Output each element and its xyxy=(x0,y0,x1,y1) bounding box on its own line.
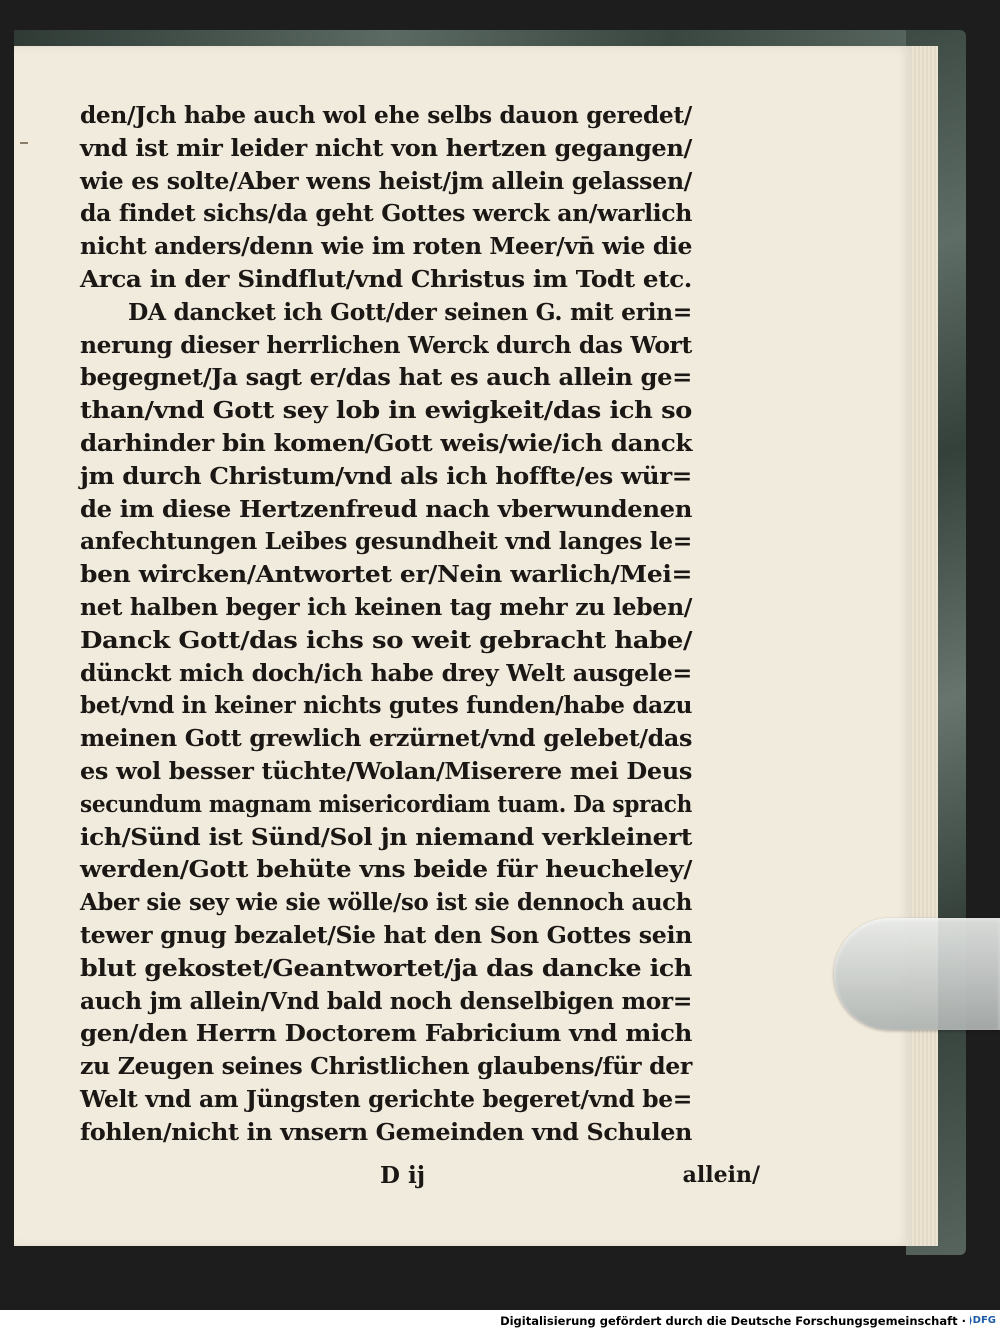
text-line: Danck Gott/das ichs so weit gebracht habe/ xyxy=(80,626,693,654)
text-line: Arca in der Sindflut/vnd Christus im Todt etc. xyxy=(80,265,693,293)
text-line: jm durch Christum/vnd als ich hoffte/es wür= xyxy=(80,462,693,490)
text-block xyxy=(80,100,760,1189)
text-line: auch jm allein/Vnd bald noch denselbigen mor= xyxy=(80,987,692,1015)
text-line: begegnet/Ja sagt er/das hat es auch allein ge= xyxy=(80,364,693,392)
dfg-mark-icon xyxy=(970,1315,972,1326)
text-line: nerung dieser herrlichen Werck durch das Wort xyxy=(80,331,692,359)
signature-row xyxy=(80,1162,760,1196)
text-line: dünckt mich doch/ich habe drey Welt ausgele= xyxy=(80,659,693,687)
text-line: da findet sichs/da geht Gottes werck an/warlich xyxy=(80,200,693,228)
text-line: Welt vnd am Jüngsten gerichte begeret/vnd be= xyxy=(80,1085,693,1113)
text-line: anfechtungen Leibes gesundheit vnd langes le= xyxy=(80,528,693,556)
dfg-logo-icon xyxy=(970,1313,996,1328)
text-line: den/Jch habe auch wol ehe selbs dauon geredet/ xyxy=(80,102,692,129)
text-line: tewer gnug bezalet/Sie hat den Son Gottes sein xyxy=(80,921,692,949)
dfg-logo-text: DFG xyxy=(972,1315,996,1326)
text-line: blut gekostet/Geantwortet/ja das dancke ich xyxy=(80,954,692,982)
page-clip xyxy=(834,918,1000,1030)
text-line: Aber sie sey wie sie wölle/so ist sie dennoch auch xyxy=(80,889,692,917)
text-line: fohlen/nicht in vnsern Gemeinden vnd Schulen xyxy=(80,1118,692,1146)
text-line: nicht anders/denn wie im roten Meer/vn̄ wie die xyxy=(80,233,693,261)
text-line: net halben beger ich keinen tag mehr zu leben/ xyxy=(80,593,692,621)
text-line: de im diese Hertzenfreud nach vberwundenen xyxy=(80,495,693,523)
text-line: wie es solte/Aber wens heist/jm allein gelassen/ xyxy=(80,167,692,195)
text-line: secundum magnam misericordiam tuam. Da sprach xyxy=(80,790,693,818)
text-line: zu Zeugen seines Christlichen glaubens/für der xyxy=(80,1053,693,1081)
text-line: gen/den Herrn Doctorem Fabricium vnd mich xyxy=(80,1020,693,1048)
book-page xyxy=(14,46,912,1246)
text-line: werden/Gott behüte vns beide für heucheley/ xyxy=(80,856,693,884)
margin-mark xyxy=(20,142,28,150)
text-line: DA dancket ich Gott/der seinen G. mit erin= xyxy=(128,298,692,326)
text-line: meinen Gott grewlich erzürnet/vnd gelebet/das xyxy=(80,725,692,753)
catchword: allein/ xyxy=(682,1162,760,1188)
text-line: vnd ist mir leider nicht von hertzen gegangen/ xyxy=(80,134,692,162)
text-line: ich/Sünd ist Sünd/Sol jn niemand verkleinert xyxy=(80,823,692,851)
footer-bar xyxy=(0,1310,1000,1332)
text-line: darhinder bin komen/Gott weis/wie/ich danck xyxy=(80,429,693,457)
text-line: bet/vnd in keiner nichts gutes funden/habe dazu xyxy=(80,692,693,720)
funding-credit: Digitalisierung gefördert durch die Deutsche Forschungsgemeinschaft · xyxy=(500,1314,966,1328)
text-line: es wol besser tüchte/Wolan/Miserere mei Deus xyxy=(80,757,693,785)
signature-mark: D ij xyxy=(380,1162,426,1189)
text-line: ben wircken/Antwortet er/Nein warlich/Mei= xyxy=(80,561,693,589)
text-line: than/vnd Gott sey lob in ewigkeit/das ich so xyxy=(80,397,692,425)
